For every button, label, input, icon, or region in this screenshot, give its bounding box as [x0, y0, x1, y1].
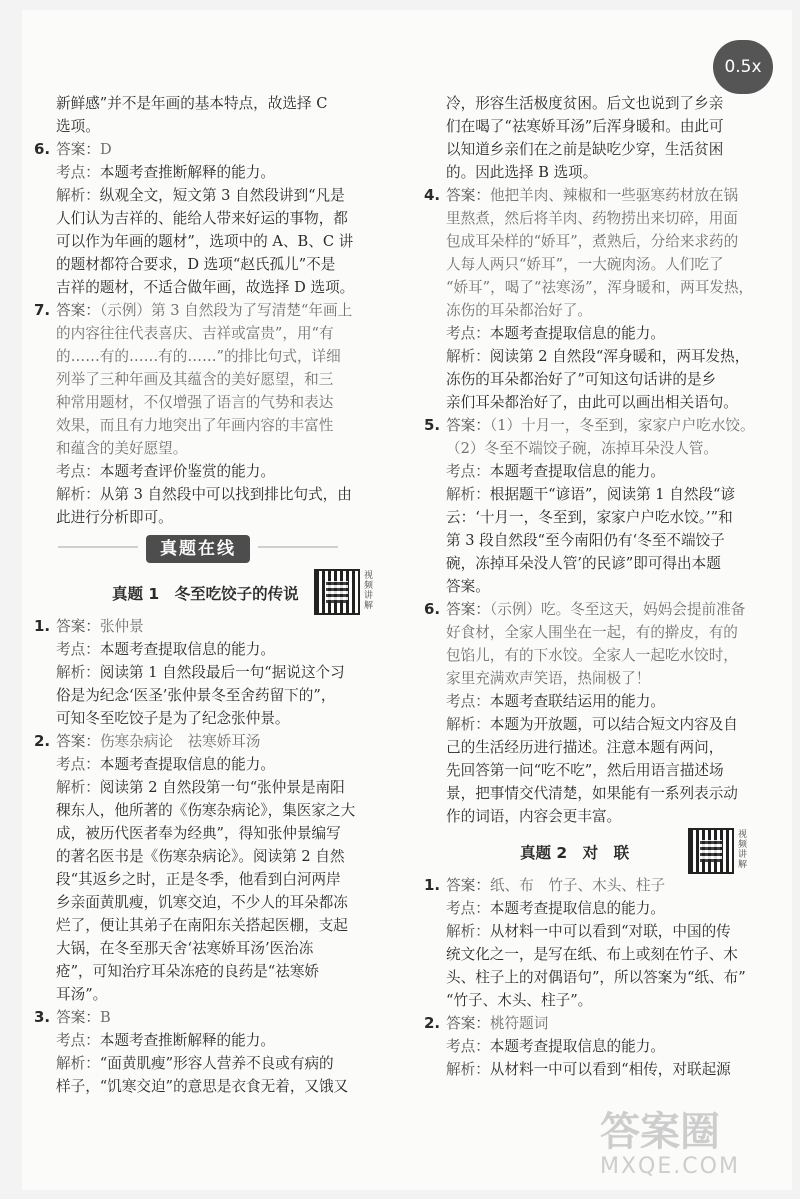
answer-text: 桃符题词 — [489, 1015, 549, 1032]
right-answers-block — [424, 92, 770, 828]
answer-text: 和蕴含的美好愿望。 — [56, 440, 188, 457]
body-text: 本题考查提取信息的能力。 — [99, 756, 275, 773]
text-line — [424, 437, 770, 460]
body-text: 纵观全文，短文第 3 自然段讲到“凡是 — [99, 187, 345, 204]
body-text: 段“其返乡之时，正是冬季，他看到白河两岸 — [56, 871, 341, 888]
answer-text: （1）十月一，冬至到，家家户户吃水饺。 — [489, 417, 755, 434]
field-label: 答案： — [56, 302, 100, 319]
body-text: 本题考查提取信息的能力。 — [489, 1038, 665, 1055]
text-line — [34, 253, 386, 276]
body-text: 从第 3 自然段中可以找到排比句式，由 — [99, 486, 352, 503]
text-line — [34, 776, 386, 799]
text-line — [424, 207, 770, 230]
body-text: 疮”，可知治疗耳朵冻疮的良药是“祛寒娇 — [56, 963, 320, 980]
text-line — [424, 621, 770, 644]
field-label: 解析： — [446, 486, 490, 503]
body-text: 答案。 — [446, 578, 490, 595]
answer-text: 列举了三种年画及其蕴含的美好愿望，和三 — [56, 371, 334, 388]
text-line — [34, 299, 386, 322]
body-text: 本题考查评价鉴赏的能力。 — [99, 463, 275, 480]
answer-text: 家里充满欢声笑语，热闹极了！ — [446, 670, 651, 687]
text-line — [424, 92, 770, 115]
text-line — [424, 552, 770, 575]
question-number: 1. — [34, 617, 51, 635]
answer-text: 张仲景 — [99, 618, 144, 635]
text-line — [424, 644, 770, 667]
field-label: 答案： — [446, 187, 490, 204]
answer-text: 伤寒杂病论 祛寒娇耳汤 — [99, 733, 261, 750]
answer-text: （示例）吃。冬至这天，妈妈会提前准备 — [489, 601, 746, 618]
answer-text: （示例）第 3 自然段为了写清楚“年画上 — [99, 302, 353, 319]
text-line — [424, 414, 770, 437]
text-line — [424, 460, 770, 483]
playback-speed-badge[interactable]: 0.5x — [713, 40, 773, 94]
watermark-logo — [600, 1110, 790, 1190]
text-line — [424, 529, 770, 552]
body-text: 乡亲面黄肌瘦，饥寒交迫，不少人的耳朵都冻 — [56, 894, 348, 911]
text-line — [424, 943, 770, 966]
body-text: 稞东人，他所著的《伤寒杂病论》，集医家之大 — [56, 802, 356, 819]
field-label: 考点： — [446, 325, 490, 342]
field-label: 解析： — [56, 486, 100, 503]
field-label: 答案： — [56, 733, 100, 750]
text-line — [34, 914, 386, 937]
body-text: “竹子、木头、柱子”。 — [446, 992, 593, 1009]
question-number: 2. — [424, 1014, 441, 1032]
section-title: 真题 1 冬至吃饺子的传说 — [112, 585, 299, 603]
body-text: 人们认为吉祥的、能给人带来好运的事物，都 — [56, 210, 348, 227]
field-label: 解析： — [446, 716, 490, 733]
field-label: 答案： — [446, 877, 490, 894]
field-label: 解析： — [56, 187, 100, 204]
video-label: 视频讲解 — [364, 571, 374, 611]
text-line — [424, 322, 770, 345]
answer-text: 他把羊肉、辣椒和一些驱寒药材放在锅 — [489, 187, 739, 204]
answer-text: 的……有的……有的……”的排比句式，详细 — [56, 348, 341, 365]
section-header-1 — [34, 569, 386, 615]
text-line — [424, 736, 770, 759]
text-line — [424, 713, 770, 736]
body-text: 成，被历代医者奉为经典”，得知张仲景编写 — [56, 825, 341, 842]
body-text: 烂了，便让其弟子在南阳东关搭起医棚，支起 — [56, 917, 348, 934]
section-banner — [34, 529, 386, 569]
text-line — [34, 138, 386, 161]
field-label: 考点： — [56, 641, 100, 658]
answer-text: 包成耳朵样的“娇耳”，煮熟后，分给来求药的 — [446, 233, 739, 250]
text-line — [34, 1006, 386, 1029]
text-line — [34, 207, 386, 230]
text-line — [34, 115, 386, 138]
body-text: 样子，“饥寒交迫”的意思是衣食无着，又饿又 — [56, 1078, 349, 1095]
right-column — [424, 92, 770, 1081]
body-text: 本题考查提取信息的能力。 — [489, 900, 665, 917]
body-text: 大锅，在冬至那天舍‘祛寒娇耳汤’医治冻 — [56, 940, 314, 957]
text-line — [424, 1058, 770, 1081]
question-number: 1. — [424, 876, 441, 894]
field-label: 考点： — [446, 463, 490, 480]
qr-code-icon[interactable] — [688, 828, 734, 874]
body-text: 的著名医书是《伤寒杂病论》。阅读第 2 自然 — [56, 848, 345, 865]
qr-code-icon[interactable] — [314, 569, 360, 615]
text-line — [34, 322, 386, 345]
answer-text: 效果，而且有力地突出了年画内容的丰富性 — [56, 417, 334, 434]
field-label: 答案： — [446, 417, 490, 434]
answer-text: 好食材，全家人围坐在一起，有的擀皮，有的 — [446, 624, 738, 641]
text-line — [34, 368, 386, 391]
body-text: 冷，形容生活极度贫困。后文也说到了乡亲 — [446, 95, 724, 112]
field-label: 考点： — [56, 463, 100, 480]
text-line — [424, 966, 770, 989]
text-line — [34, 161, 386, 184]
question-number: 6. — [424, 600, 441, 618]
text-line — [424, 299, 770, 322]
text-line — [424, 115, 770, 138]
text-line — [424, 276, 770, 299]
field-label: 解析： — [56, 779, 100, 796]
field-label: 解析： — [446, 1061, 490, 1078]
body-text: 本题考查推断解释的能力。 — [99, 164, 275, 181]
body-text: 本题考查联结运用的能力。 — [489, 693, 665, 710]
body-text: “面黄肌瘦”形容人营养不良或有病的 — [99, 1055, 334, 1072]
body-text: 本题考查推断解释的能力。 — [99, 1032, 275, 1049]
answer-text: 的内容往往代表喜庆、吉祥或富贵”，用“有 — [56, 325, 334, 342]
text-line — [34, 822, 386, 845]
text-line — [424, 575, 770, 598]
body-text: 作的词语，内容会更丰富。 — [446, 808, 622, 825]
answer-text: D — [99, 141, 112, 158]
answer-text: “娇耳”，喝了“祛寒汤”，浑身暖和，两耳发热， — [446, 279, 754, 296]
text-line — [424, 1012, 770, 1035]
body-text: 们在喝了“祛寒娇耳汤”后浑身暖和。由此可 — [446, 118, 724, 135]
video-label: 视频讲解 — [738, 830, 748, 870]
question-number: 3. — [34, 1008, 51, 1026]
section-title: 真题 2 对 联 — [520, 844, 630, 862]
answer-text: B — [99, 1009, 111, 1026]
text-line — [34, 960, 386, 983]
answer-text: 里熬煮，然后将羊肉、药物捞出来切碎，用面 — [446, 210, 738, 227]
field-label: 答案： — [56, 618, 100, 635]
text-line — [424, 759, 770, 782]
text-line — [424, 253, 770, 276]
field-label: 答案： — [56, 141, 100, 158]
answer-text: 纸、布 竹子、木头、柱子 — [489, 877, 666, 894]
body-text: 的。因此选择 B 选项。 — [446, 164, 598, 181]
text-line — [424, 230, 770, 253]
body-text: 碗，冻掉耳朵没人管’的民谚”即可得出本题 — [446, 555, 721, 572]
text-line — [34, 707, 386, 730]
right-answers-block-2 — [424, 874, 770, 1081]
body-text: 亲们耳朵都治好了，由此可以画出相关语句。 — [446, 394, 738, 411]
body-text: 从材料一中可以看到“相传，对联起源 — [489, 1061, 731, 1078]
text-line — [34, 845, 386, 868]
left-answers-block — [34, 92, 386, 529]
answer-text: 冻伤的耳朵都治好了。 — [446, 302, 592, 319]
answer-text: （2）冬至不端饺子碗，冻掉耳朵没人管。 — [446, 440, 718, 457]
body-text: 从材料一中可以看到“对联，中国的传 — [489, 923, 731, 940]
text-line — [34, 414, 386, 437]
body-text: 本题考查提取信息的能力。 — [99, 641, 275, 658]
field-label: 答案： — [56, 1009, 100, 1026]
body-text: 阅读第 2 自然段第一句“张仲景是南阳 — [99, 779, 345, 796]
field-label: 考点： — [56, 756, 100, 773]
text-line — [424, 690, 770, 713]
text-line — [424, 368, 770, 391]
body-text: 选项。 — [56, 118, 100, 135]
text-line — [34, 983, 386, 1006]
text-line — [424, 897, 770, 920]
answer-text: 人每人两只“娇耳”，一大碗肉汤。人们吃了 — [446, 256, 724, 273]
text-line — [424, 184, 770, 207]
field-label: 解析： — [56, 1055, 100, 1072]
text-line — [34, 437, 386, 460]
field-label: 答案： — [446, 601, 490, 618]
field-label: 答案： — [446, 1015, 490, 1032]
text-line — [424, 805, 770, 828]
field-label: 考点： — [446, 693, 490, 710]
section-header-2 — [424, 828, 770, 874]
watermark-line2: MXQE.COM — [600, 1154, 740, 1179]
text-line — [34, 891, 386, 914]
body-text: 本题为开放题，可以结合短文内容及自 — [489, 716, 738, 733]
field-label: 解析： — [446, 348, 490, 365]
text-line — [34, 684, 386, 707]
body-text: 新鲜感”并不是年画的基本特点，故选择 C — [56, 95, 328, 112]
text-line — [34, 638, 386, 661]
text-line — [424, 874, 770, 897]
body-text: 先回答第一问“吃不吃”，然后用语言描述场 — [446, 762, 724, 779]
answer-text: 包馅儿，有的下水饺。全家人一起吃水饺时， — [446, 647, 738, 664]
text-line — [34, 615, 386, 638]
question-number: 6. — [34, 140, 51, 158]
body-text: 吉祥的题材，不适合做年画，故选择 D 选项。 — [56, 279, 355, 296]
question-number: 4. — [424, 186, 441, 204]
text-line — [34, 506, 386, 529]
left-answers-block-2 — [34, 615, 386, 1098]
text-line — [34, 799, 386, 822]
body-text: 第 3 段自然段“至今南阳仍有‘冬至不端饺子 — [446, 532, 725, 549]
text-line — [424, 667, 770, 690]
body-text: 云：‘十月一，冬至到，家家户户吃水饺。’”和 — [446, 509, 733, 526]
text-line — [424, 598, 770, 621]
text-line — [424, 1035, 770, 1058]
field-label: 解析： — [446, 923, 490, 940]
body-text: 景，把事情交代清楚，如果能有一系列表示动 — [446, 785, 738, 802]
body-text: 俗是为纪念‘医圣’张仲景冬至舍药留下的”， — [56, 687, 336, 704]
text-line — [34, 483, 386, 506]
body-text: 可以作为年画的题材”，选项中的 A、B、C 讲 — [56, 233, 354, 250]
text-line — [34, 276, 386, 299]
text-line — [34, 460, 386, 483]
field-label: 考点： — [446, 1038, 490, 1055]
field-label: 考点： — [56, 1032, 100, 1049]
text-line — [34, 391, 386, 414]
text-line — [34, 730, 386, 753]
text-line — [424, 391, 770, 414]
text-line — [34, 345, 386, 368]
text-line — [34, 230, 386, 253]
body-text: 耳汤”。 — [56, 986, 108, 1003]
question-number: 5. — [424, 416, 441, 434]
question-number: 2. — [34, 732, 51, 750]
question-number: 7. — [34, 301, 51, 319]
text-line — [34, 937, 386, 960]
body-text: 本题考查提取信息的能力。 — [489, 325, 665, 342]
text-line — [424, 782, 770, 805]
text-line — [34, 1075, 386, 1098]
body-text: 根据题干“谚语”，阅读第 1 自然段“谚 — [489, 486, 736, 503]
body-text: 冻伤的耳朵都治好了”可知这句话讲的是乡 — [446, 371, 717, 388]
text-line — [34, 661, 386, 684]
body-text: 阅读第 2 自然段“浑身暖和，两耳发热， — [489, 348, 750, 365]
body-text: 以知道乡亲们在之前是缺吃少穿，生活贫困 — [446, 141, 724, 158]
text-line — [424, 483, 770, 506]
body-text: 头、柱子上的对偶语句”，所以答案为“纸、布” — [446, 969, 746, 986]
text-line — [34, 1029, 386, 1052]
body-text: 此进行分析即可。 — [56, 509, 173, 526]
body-text: 的题材都符合要求，D 选项“赵氏孤儿”不是 — [56, 256, 336, 273]
left-column — [34, 92, 386, 1098]
text-line — [34, 184, 386, 207]
text-line — [34, 753, 386, 776]
body-text: 本题考查提取信息的能力。 — [489, 463, 665, 480]
body-text: 己的生活经历进行描述。注意本题有两问， — [446, 739, 724, 756]
text-line — [34, 92, 386, 115]
body-text: 统文化之一，是写在纸、布上或刻在竹子、木 — [446, 946, 738, 963]
text-line — [424, 138, 770, 161]
field-label: 解析： — [56, 664, 100, 681]
watermark-line1: 答案圈 — [600, 1109, 720, 1155]
text-line — [424, 161, 770, 184]
text-line — [34, 1052, 386, 1075]
text-line — [424, 989, 770, 1012]
body-text: 阅读第 1 自然段最后一句“据说这个习 — [99, 664, 345, 681]
text-line — [424, 506, 770, 529]
banner-label: 真题在线 — [146, 535, 250, 563]
field-label: 考点： — [56, 164, 100, 181]
body-text: 可知冬至吃饺子是为了纪念张仲景。 — [56, 710, 290, 727]
text-line — [424, 345, 770, 368]
field-label: 考点： — [446, 900, 490, 917]
answer-text: 种常用题材，不仅增强了语言的气势和表达 — [56, 394, 334, 411]
text-line — [34, 868, 386, 891]
text-line — [424, 920, 770, 943]
